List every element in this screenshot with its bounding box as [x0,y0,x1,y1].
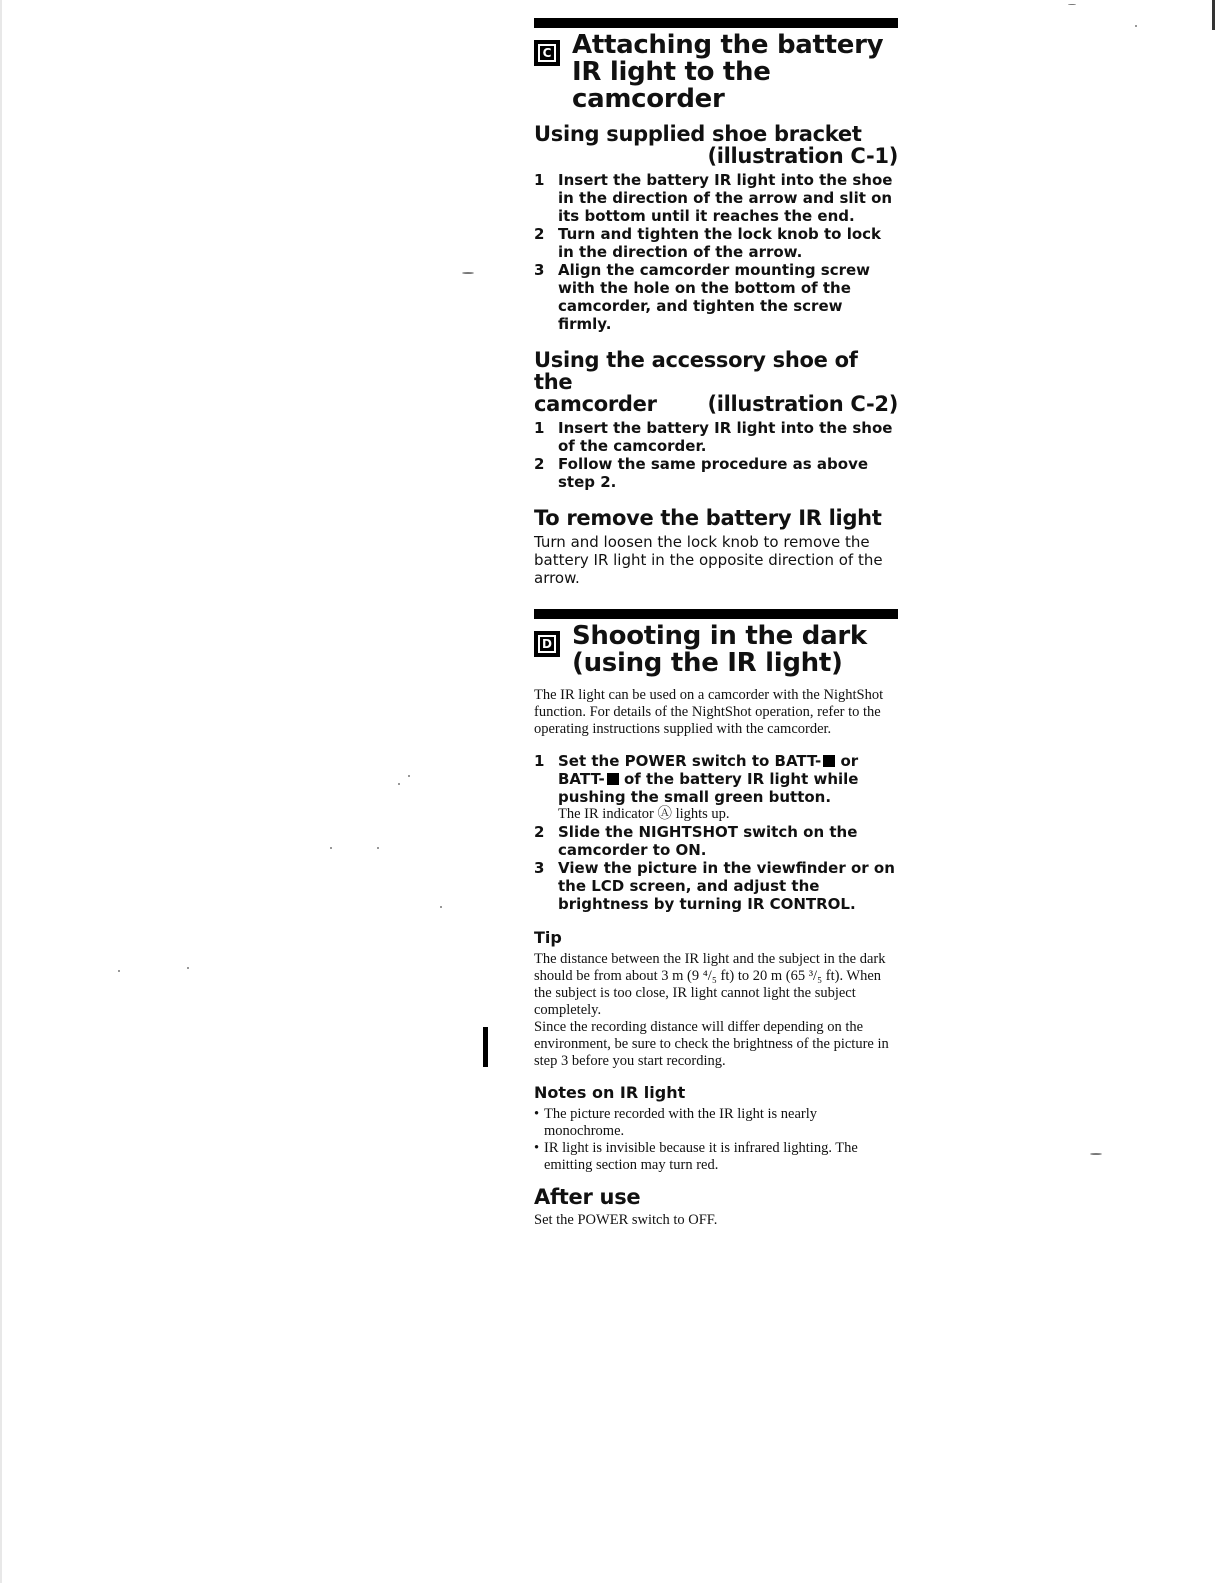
scan-speck [330,847,332,849]
section-letter-badge: D [534,631,560,657]
step-item: 3 Align the camcorder mounting screw with the hole on the bottom of the camcorder, and tighten the screw firmly. [534,261,871,333]
step-item: 1 Set the POWER switch to BATT- or BATT- of the battery IR light while pushing the small green button. The IR indicator Ⓐ lights up. [534,752,898,823]
list-item: • IR light is invisible because it is infrared lighting. The emitting section may turn red. [534,1140,858,1173]
step-item: 3 View the picture in the viewfinder or on the LCD screen, and adjust the brightness by turning IR CONTROL. [534,859,895,913]
tip-heading: Tip [534,928,562,947]
section-c-title: Attaching the battery IR light to the camcorder [572,30,884,114]
scan-speck [187,967,189,969]
scan-speck [1090,1153,1102,1155]
step-item: 1 Insert the battery IR light into the shoe in the direction of the arrow and slit on its bottom until it reaches the end. [534,171,893,225]
tip-paragraph: Since the recording distance will differ depending on the environment, be sure to check the brightness of the picture in step 3 before you start recording. [534,1019,889,1069]
battery-a-icon [823,755,835,767]
scan-speck [118,970,120,972]
section-rule [534,609,898,619]
scan-speck [462,272,474,274]
subheading-accessory-shoe: Using the accessory shoe of the camcorder (illustration C-2) [534,348,898,416]
step-item: 2 Slide the NIGHTSHOT switch on the camcorder to ON. [534,823,858,859]
section-d-intro: The IR light can be used on a camcorder with the NightShot function. For details of the NightShot operation, refer to the operating instructions supplied with the camcorder. [534,687,884,737]
tip-paragraph: The distance between the IR light and the subject in the dark should be from about 3 m (9 ⁴/₅ ft) to 20 m (65 ³/₅ ft). When the subject is too close, IR light cannot light the subject completely. [534,951,886,1018]
notes-heading: Notes on IR light [534,1083,686,1102]
scan-speck [1135,25,1137,27]
section-d-title: Shooting in the dark (using the IR light) [572,621,867,678]
list-item: • The picture recorded with the IR light is nearly monochrome. [534,1106,817,1139]
section-rule [534,18,898,28]
page-scan-edge [0,0,2,1583]
page-corner-mark [1212,0,1215,30]
steps-supplied-shoe [534,171,898,333]
step-item: 2 Follow the same procedure as above step 2. [534,455,869,491]
step-item: 1 Insert the battery IR light into the shoe of the camcorder. [534,419,893,455]
steps-shooting [534,752,898,913]
after-use-text: Set the POWER switch to OFF. [534,1212,718,1228]
scan-speck [440,906,442,908]
step-note: The IR indicator Ⓐ lights up. [558,806,730,822]
notes-list [534,1106,898,1174]
section-d-header [534,623,898,677]
battery-b-icon [607,773,619,785]
subheading-remove: To remove the battery IR light [534,506,882,530]
scan-speck [398,783,400,785]
section-c-header [534,32,898,113]
subheading-supplied-shoe: Using supplied shoe bracket (illustration C-1) [534,122,898,168]
section-letter-badge: C [534,40,560,66]
scan-speck [377,847,379,849]
remove-instructions: Turn and loosen the lock knob to remove the battery IR light in the opposite direction of the arrow. [534,533,883,587]
scan-speck [408,775,410,777]
step-item: 2 Turn and tighten the lock knob to lock in the direction of the arrow. [534,225,882,261]
after-use-heading: After use [534,1185,641,1209]
content-column [534,18,898,1229]
revision-bar [483,1027,488,1067]
steps-accessory-shoe [534,419,898,491]
scan-speck [1068,4,1076,5]
